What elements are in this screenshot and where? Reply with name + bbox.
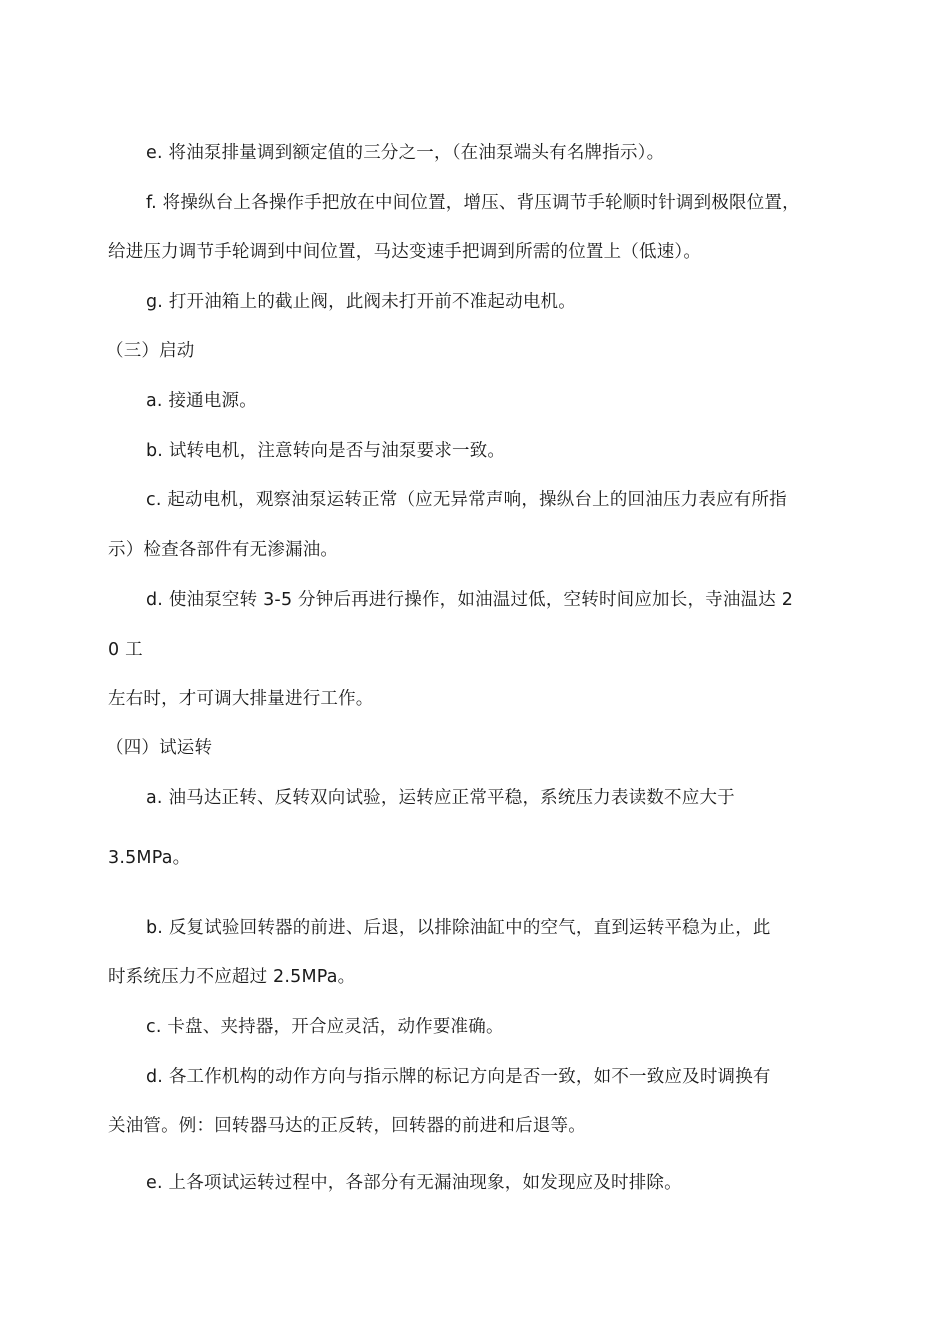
step-f-continuation: 给进压力调节手轮调到中间位置，马达变速手把调到所需的位置上（低速）。 (108, 242, 702, 262)
startup-step-d-end: 左右时，才可调大排量进行工作。 (108, 689, 374, 709)
step-g-stop-valve: g. 打开油箱上的截止阀，此阀未打开前不准起动电机。 (146, 292, 576, 312)
startup-step-c: c. 起动电机，观察油泵运转正常（应无异常声响，操纵台上的回油压力表应有所指 (146, 490, 787, 510)
section-heading-trial-run: （四）试运转 (106, 738, 213, 758)
trial-step-b-continuation: 时系统压力不应超过 2.5MPa。 (108, 967, 356, 987)
startup-step-d: d. 使油泵空转 3-5 分钟后再进行操作，如油温过低，空转时间应加长，寺油温达 2 (146, 590, 794, 610)
trial-step-a-continuation: 3.5MPa。 (108, 848, 191, 868)
startup-step-c-continuation: 示）检查各部件有无渗漏油。 (108, 540, 339, 560)
trial-step-d-continuation: 关油管。例：回转器马达的正反转，回转器的前进和后退等。 (108, 1116, 586, 1136)
trial-step-d: d. 各工作机构的动作方向与指示牌的标记方向是否一致，如不一致应及时调换有 (146, 1067, 771, 1087)
section-heading-startup: （三）启动 (106, 341, 195, 361)
trial-step-c: c. 卡盘、夹持器，开合应灵活，动作要准确。 (146, 1017, 504, 1037)
startup-step-d-continuation: 0 工 (108, 640, 143, 660)
startup-step-a: a. 接通电源。 (146, 391, 257, 411)
step-f-control-handles: f. 将操纵台上各操作手把放在中间位置，增压、背压调节手轮顺时针调到极限位置， (146, 193, 800, 213)
trial-step-a: a. 油马达正转、反转双向试验，运转应正常平稳，系统压力表读数不应大于 (146, 788, 735, 808)
trial-step-e: e. 上各项试运转过程中，各部分有无漏油现象，如发现应及时排除。 (146, 1173, 682, 1193)
trial-step-b: b. 反复试验回转器的前进、后退，以排除油缸中的空气，直到运转平稳为止，此 (146, 918, 771, 938)
step-e-pump-displacement: e. 将油泵排量调到额定值的三分之一，（在油泵端头有名牌指示）。 (146, 143, 665, 163)
startup-step-b: b. 试转电机，注意转向是否与油泵要求一致。 (146, 441, 506, 461)
